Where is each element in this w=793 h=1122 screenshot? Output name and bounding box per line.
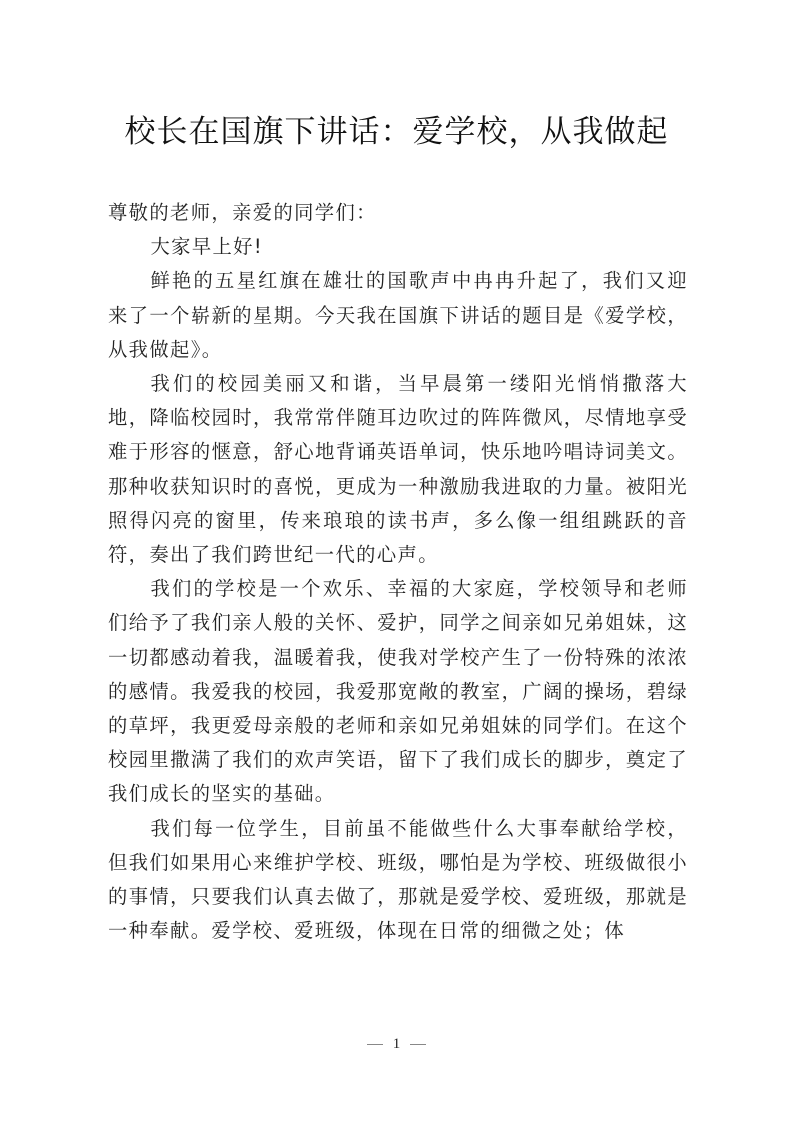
page-number: 1 <box>392 1036 401 1052</box>
document-body <box>108 196 688 948</box>
document-title: 校长在国旗下讲话：爱学校，从我做起 <box>124 114 669 150</box>
salutation: 尊敬的老师，亲爱的同学们： <box>108 201 377 224</box>
paragraph: 我们的校园美丽又和谐，当早晨第一缕阳光悄悄撒落大地，降临校园时，我常常伴随耳边吹过的阵阵微风，尽情地享受难于形容的惬意，舒心地背诵英语单词，快乐地吟唱诗词美文。那种收获知识时的喜悦，更成为一种激励我进取的力量。被阳光照得闪亮的窗里，传来琅琅的读书声，多么像一组组跳跃的音符，奏出了我们跨世纪一代的心声。 <box>108 372 688 567</box>
paragraph: 我们每一位学生，目前虽不能做些什么大事奉献给学校，但我们如果用心来维护学校、班级，哪怕是为学校、班级做很小的事情，只要我们认真去做了，那就是爱学校、爱班级，那就是一种奉献。爱学校、爱班级，体现在日常的细微之处；体 <box>108 816 688 943</box>
paragraph-greeting: 大家早上好! <box>150 235 263 259</box>
paragraph: 鲜艳的五星红旗在雄壮的国歌声中冉冉升起了，我们又迎来了一个崭新的星期。今天我在国旗下讲话的题目是《爱学校，从我做起》。 <box>108 269 688 361</box>
footer-dash-right <box>410 1044 426 1045</box>
paragraph: 我们的学校是一个欢乐、幸福的大家庭，学校领导和老师们给予了我们亲人般的关怀、爱护，同学之间亲如兄弟姐妹，这一切都感动着我，温暖着我，使我对学校产生了一份特殊的浓浓的感情。我爱我的校园，我爱那宽敞的教室，广阔的操场，碧绿的草坪，我更爱母亲般的老师和亲如兄弟姐妹的同学们。在这个校园里撒满了我们的欢声笑语，留下了我们成长的脚步，奠定了我们成长的坚实的基础。 <box>108 577 688 806</box>
footer-dash-left <box>367 1044 383 1045</box>
page-footer <box>0 1036 793 1053</box>
